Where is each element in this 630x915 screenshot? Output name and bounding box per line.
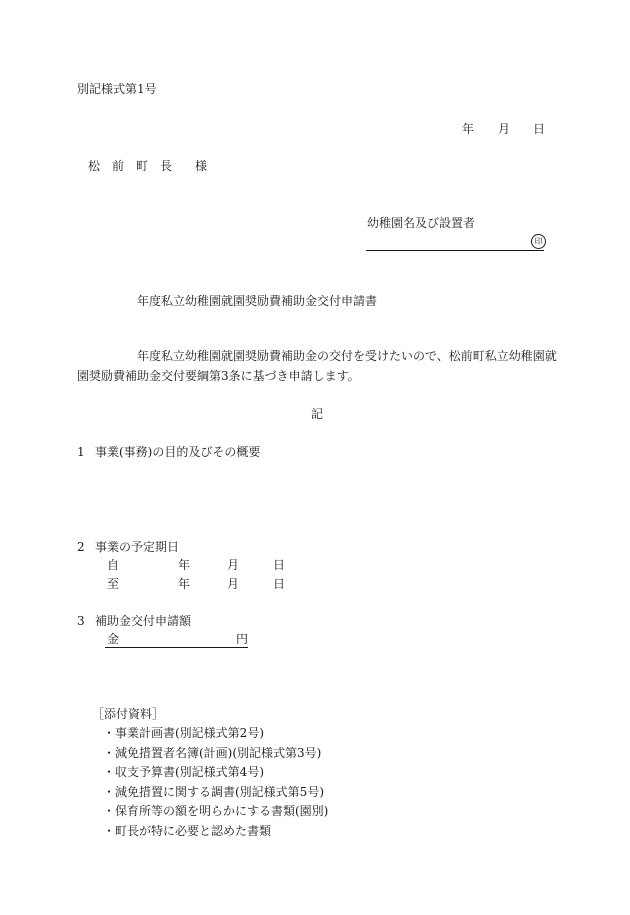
attachment-item: ・減免措置に関する調書(別記様式第5号) xyxy=(103,784,324,799)
attachments-heading: ［添付資料］ xyxy=(92,707,165,721)
period-to-label: 至 xyxy=(107,577,120,591)
period-to-month: 月 xyxy=(227,577,240,591)
section3-number: 3 xyxy=(77,614,85,628)
section1-title: 事業(事務)の目的及びその概要 xyxy=(95,445,261,459)
period-from-label: 自 xyxy=(107,558,120,572)
section3-title: 補助金交付申請額 xyxy=(95,614,192,628)
body-text-line2: 園奨励費補助金交付要綱第3条に基づき申請します。 xyxy=(77,369,360,383)
applicant-signature-line xyxy=(366,250,544,251)
attachment-item: ・町長が特に必要と認めた書類 xyxy=(103,823,272,838)
addressee-honorific: 様 xyxy=(195,159,208,173)
date-day-label: 日 xyxy=(533,122,546,136)
period-to-day: 日 xyxy=(273,577,286,591)
date-month-label: 月 xyxy=(498,122,511,136)
amount-underline xyxy=(105,647,248,648)
period-from-year: 年 xyxy=(178,558,191,572)
document-title: 年度私立幼稚園就園奨励費補助金交付申請書 xyxy=(137,294,378,308)
body-text-line1: 年度私立幼稚園就園奨励費補助金の交付を受けたいので、松前町私立幼稚園就 xyxy=(137,349,557,363)
ki-marker: 記 xyxy=(311,407,324,421)
date-year-label: 年 xyxy=(462,122,475,136)
period-from-month: 月 xyxy=(227,558,240,572)
seal-mark: 印 xyxy=(531,234,546,249)
attachment-item: ・保育所等の額を明らかにする書類(園別) xyxy=(103,804,329,818)
section2-number: 2 xyxy=(77,540,85,554)
addressee-mayor: 松 前 町 長 xyxy=(88,159,173,173)
period-from-day: 日 xyxy=(273,558,286,572)
amount-prefix: 金 xyxy=(107,632,120,646)
attachment-item: ・減免措置者名簿(計画)(別記様式第3号) xyxy=(103,745,322,760)
period-to-year: 年 xyxy=(178,577,191,591)
section1-number: 1 xyxy=(77,445,85,459)
attachment-item: ・事業計画書(別記様式第2号) xyxy=(103,726,264,740)
applicant-label: 幼稚園名及び設置者 xyxy=(367,216,476,230)
form-number: 別記様式第1号 xyxy=(77,82,157,96)
attachments-list xyxy=(103,727,328,844)
amount-unit: 円 xyxy=(236,632,249,646)
section2-title: 事業の予定期日 xyxy=(95,540,180,554)
attachment-item: ・収支予算書(別記様式第4号) xyxy=(103,765,264,779)
